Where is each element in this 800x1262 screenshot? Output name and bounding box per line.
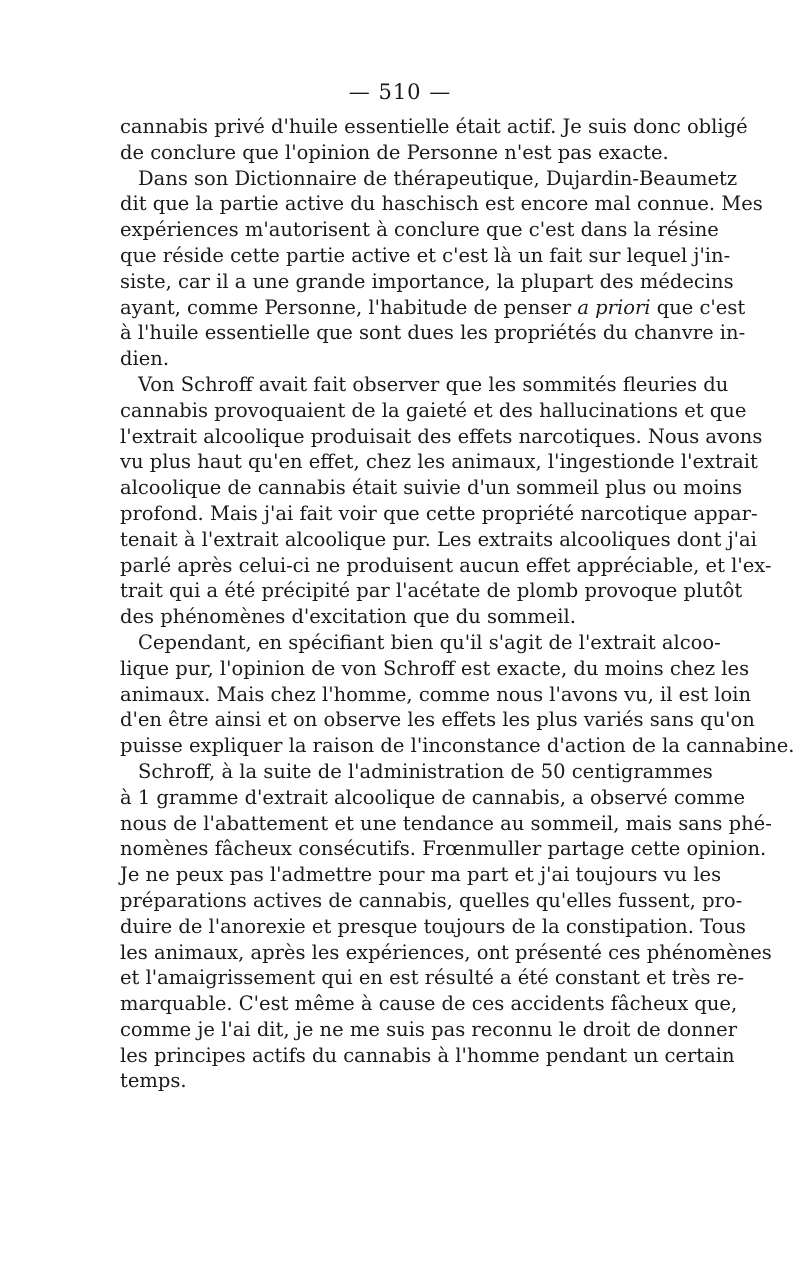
text-line: lique pur, l'opinion de von Schroff est exacte, du moins chez les — [120, 656, 750, 680]
text-line: l'extrait alcoolique produisait des effets narcotiques. Nous avons — [120, 424, 763, 448]
text-line: marquable. C'est même à cause de ces accidents fâcheux que, — [120, 992, 738, 1016]
text-line: animaux. Mais chez l'homme, comme nous l'avons vu, il est loin — [120, 682, 752, 706]
text-line: trait qui a été précipité par l'acétate de plomb provoque plutôt — [120, 579, 743, 603]
text-line: profond. Mais j'ai fait voir que cette propriété narcotique appar- — [120, 501, 758, 525]
text-line: cannabis provoquaient de la gaieté et des hallucinations et que — [120, 398, 747, 422]
text-line: et l'amaigrissement qui en est résulté a été constant et très re- — [120, 966, 745, 990]
text-line: dit que la partie active du haschisch est encore mal connue. Mes — [120, 192, 763, 216]
book-page — [120, 80, 795, 1094]
text-line: nous de l'abattement et une tendance au sommeil, mais sans phé- — [120, 811, 772, 835]
text-line: à 1 gramme d'extrait alcoolique de cannabis, a observé comme — [120, 785, 746, 809]
text-line: duire de l'anorexie et presque toujours de la constipation. Tous — [120, 914, 746, 938]
text-line: les animaux, après les expériences, ont présenté ces phénomènes — [120, 940, 772, 964]
text-line: comme je l'ai dit, je ne me suis pas reconnu le droit de donner — [120, 1017, 738, 1041]
text-line: dien. — [120, 347, 170, 371]
text-line: ayant, comme Personne, l'habitude de penser a priori que c'est — [120, 295, 746, 319]
text-line: Schroff, à la suite de l'administration de 50 centigrammes — [138, 759, 713, 783]
text-line: des phénomènes d'excitation que du sommeil. — [120, 605, 576, 629]
text-line: puisse expliquer la raison de l'inconstance d'action de la cannabine. — [120, 734, 795, 758]
body-text — [120, 114, 795, 1094]
text-line: siste, car il a une grande importance, la plupart des médecins — [120, 269, 734, 293]
text-line: nomènes fâcheux consécutifs. Frœnmuller partage cette opinion. — [120, 837, 767, 861]
text-line: vu plus haut qu'en effet, chez les animaux, l'ingestionde l'extrait — [120, 450, 758, 474]
text-line: Dans son Dictionnaire de thérapeutique, Dujardin-Beaumetz — [138, 166, 738, 190]
text-line: Von Schroff avait fait observer que les sommités fleuries du — [138, 372, 729, 396]
text-line: de conclure que l'opinion de Personne n'est pas exacte. — [120, 140, 669, 164]
text-line: les principes actifs du cannabis à l'homme pendant un certain — [120, 1043, 735, 1067]
page-number: — 510 — — [348, 80, 452, 104]
text-line: à l'huile essentielle que sont dues les propriétés du chanvre in- — [120, 321, 746, 345]
text-line: tenait à l'extrait alcoolique pur. Les extraits alcooliques dont j'ai — [120, 527, 757, 551]
text-line: alcoolique de cannabis était suivie d'un sommeil plus ou moins — [120, 476, 743, 500]
text-line: d'en être ainsi et on observe les effets les plus variés sans qu'on — [120, 708, 755, 732]
italic-term: a priori — [577, 295, 651, 319]
text-line: Je ne peux pas l'admettre pour ma part et j'ai toujours vu les — [120, 863, 722, 887]
text-line: Cependant, en spécifiant bien qu'il s'agit de l'extrait alcoo- — [138, 630, 721, 654]
text-line: parlé après celui-ci ne produisent aucun effet appréciable, et l'ex- — [120, 553, 772, 577]
text-line: que réside cette partie active et c'est là un fait sur lequel j'in- — [120, 243, 731, 267]
text-line: préparations actives de cannabis, quelles qu'elles fussent, pro- — [120, 888, 743, 912]
text-line: temps. — [120, 1069, 187, 1093]
text-line: cannabis privé d'huile essentielle était actif. Je suis donc obligé — [120, 115, 748, 138]
text-line: expériences m'autorisent à conclure que c'est dans la résine — [120, 218, 719, 242]
